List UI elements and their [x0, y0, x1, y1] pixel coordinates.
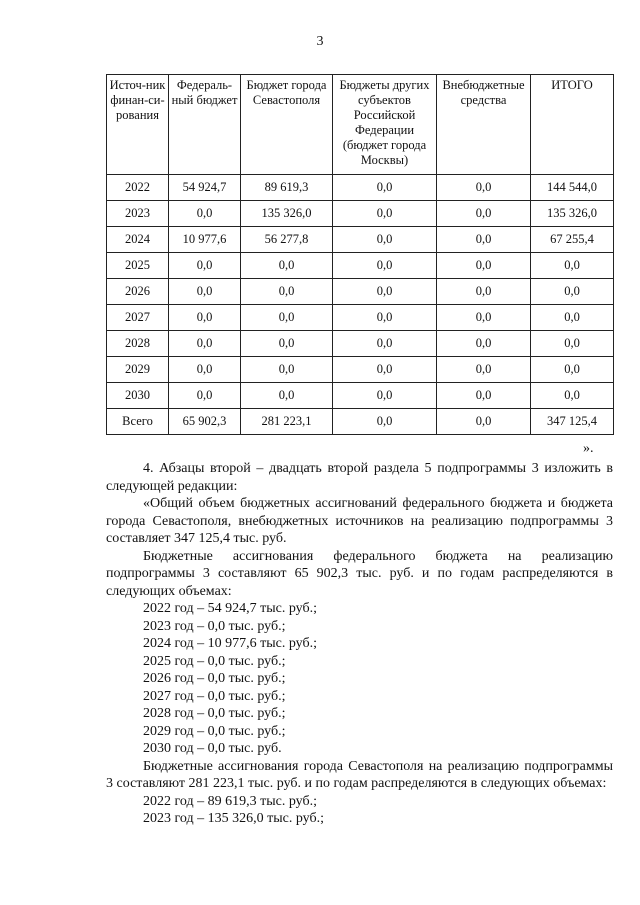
header-other-subjects-budget: Бюджеты других субъектов Российской Федерации (бюджет города Москвы): [333, 75, 437, 175]
budget-year-line: 2024 год – 10 977,6 тыс. руб.;: [143, 636, 317, 651]
cell-federal: 0,0: [169, 253, 241, 279]
cell-extrabudgetary: 0,0: [437, 383, 531, 409]
table-row: [107, 409, 614, 435]
cell-year: 2023: [107, 201, 169, 227]
cell-year: 2024: [107, 227, 169, 253]
cell-sevastopol: 0,0: [241, 383, 333, 409]
cell-other-subjects: 0,0: [333, 201, 437, 227]
cell-federal: 0,0: [169, 357, 241, 383]
cell-total: 0,0: [531, 305, 614, 331]
cell-sevastopol: 0,0: [241, 331, 333, 357]
cell-total: 0,0: [531, 279, 614, 305]
cell-extrabudgetary: 0,0: [437, 227, 531, 253]
cell-federal: 10 977,6: [169, 227, 241, 253]
cell-extrabudgetary: 0,0: [437, 305, 531, 331]
body-text: [106, 460, 613, 828]
paragraph: Бюджетные ассигнования федерального бюджета на реализацию подпрограммы 3 составляют 65 902,3 тыс. руб. и по годам распределяются в следующих объемах:: [106, 548, 613, 599]
cell-other-subjects: 0,0: [333, 175, 437, 201]
budget-year-line: 2023 год – 135 326,0 тыс. руб.;: [143, 811, 324, 826]
cell-federal: 54 924,7: [169, 175, 241, 201]
table-row: [107, 201, 614, 227]
cell-total: 347 125,4: [531, 409, 614, 435]
budget-year-line: 2022 год – 54 924,7 тыс. руб.;: [143, 601, 317, 616]
cell-sevastopol: 281 223,1: [241, 409, 333, 435]
paragraph: Бюджетные ассигнования города Севастополя на реализацию подпрограммы 3 составляют 281 223,1 тыс. руб. и по годам распределяются в следующих объемах:: [106, 758, 613, 791]
table-row: [107, 279, 614, 305]
cell-sevastopol: 135 326,0: [241, 201, 333, 227]
table-row: [107, 331, 614, 357]
table-row: [107, 175, 614, 201]
cell-federal: 0,0: [169, 383, 241, 409]
cell-total: 0,0: [531, 357, 614, 383]
budget-year-line: 2029 год – 0,0 тыс. руб.;: [143, 723, 286, 739]
table-row: [107, 253, 614, 279]
cell-total: 0,0: [531, 383, 614, 409]
cell-sevastopol: 56 277,8: [241, 227, 333, 253]
cell-sevastopol: 0,0: [241, 305, 333, 331]
closing-quote: ».: [583, 441, 594, 456]
header-sevastopol-budget: Бюджет города Севастополя: [241, 75, 333, 175]
header-extrabudgetary: Внебюджетные средства: [437, 75, 531, 175]
cell-other-subjects: 0,0: [333, 383, 437, 409]
table-row: [107, 383, 614, 409]
cell-extrabudgetary: 0,0: [437, 253, 531, 279]
cell-extrabudgetary: 0,0: [437, 201, 531, 227]
cell-federal: 0,0: [169, 331, 241, 357]
cell-year: 2030: [107, 383, 169, 409]
budget-year-line: 2023 год – 0,0 тыс. руб.;: [143, 618, 286, 634]
cell-other-subjects: 0,0: [333, 279, 437, 305]
cell-federal: 0,0: [169, 279, 241, 305]
cell-other-subjects: 0,0: [333, 331, 437, 357]
paragraph: «Общий объем бюджетных ассигнований федерального бюджета и бюджета города Севастополя, внебюджетных источников на реализацию подпрограммы 3 составляет 347 125,4 тыс. руб.: [106, 496, 613, 546]
cell-year: 2025: [107, 253, 169, 279]
cell-federal: 65 902,3: [169, 409, 241, 435]
cell-year: Всего: [107, 409, 169, 435]
cell-extrabudgetary: 0,0: [437, 175, 531, 201]
budget-year-line: 2025 год – 0,0 тыс. руб.;: [143, 653, 286, 669]
cell-sevastopol: 0,0: [241, 253, 333, 279]
budget-year-line: 2030 год – 0,0 тыс. руб.: [143, 741, 282, 756]
budget-year-line: 2028 год – 0,0 тыс. руб.;: [143, 706, 286, 721]
cell-total: 67 255,4: [531, 227, 614, 253]
cell-sevastopol: 89 619,3: [241, 175, 333, 201]
cell-sevastopol: 0,0: [241, 279, 333, 305]
cell-year: 2029: [107, 357, 169, 383]
cell-federal: 0,0: [169, 305, 241, 331]
financing-table: [106, 74, 614, 435]
budget-year-line: 2026 год – 0,0 тыс. руб.;: [143, 671, 286, 686]
paragraph: 4. Абзацы второй – двадцать второй раздела 5 подпрограммы 3 изложить в следующей редакции:: [106, 461, 613, 494]
cell-extrabudgetary: 0,0: [437, 331, 531, 357]
table-header-row: [107, 75, 614, 175]
cell-other-subjects: 0,0: [333, 227, 437, 253]
budget-year-line: 2027 год – 0,0 тыс. руб.;: [143, 688, 286, 704]
cell-year: 2026: [107, 279, 169, 305]
cell-sevastopol: 0,0: [241, 357, 333, 383]
cell-total: 144 544,0: [531, 175, 614, 201]
cell-total: 135 326,0: [531, 201, 614, 227]
cell-extrabudgetary: 0,0: [437, 357, 531, 383]
cell-year: 2027: [107, 305, 169, 331]
table-row: [107, 357, 614, 383]
cell-extrabudgetary: 0,0: [437, 279, 531, 305]
cell-other-subjects: 0,0: [333, 357, 437, 383]
cell-other-subjects: 0,0: [333, 409, 437, 435]
budget-year-line: 2022 год – 89 619,3 тыс. руб.;: [143, 793, 317, 809]
cell-federal: 0,0: [169, 201, 241, 227]
cell-total: 0,0: [531, 331, 614, 357]
page-number: 3: [316, 34, 324, 49]
table-row: [107, 305, 614, 331]
table-row: [107, 227, 614, 253]
header-source: Источ-ник финан-си-рования: [107, 75, 169, 175]
cell-other-subjects: 0,0: [333, 305, 437, 331]
header-federal-budget: Федераль-ный бюджет: [169, 75, 241, 175]
header-total: ИТОГО: [531, 75, 614, 175]
cell-extrabudgetary: 0,0: [437, 409, 531, 435]
cell-year: 2022: [107, 175, 169, 201]
cell-total: 0,0: [531, 253, 614, 279]
cell-other-subjects: 0,0: [333, 253, 437, 279]
cell-year: 2028: [107, 331, 169, 357]
